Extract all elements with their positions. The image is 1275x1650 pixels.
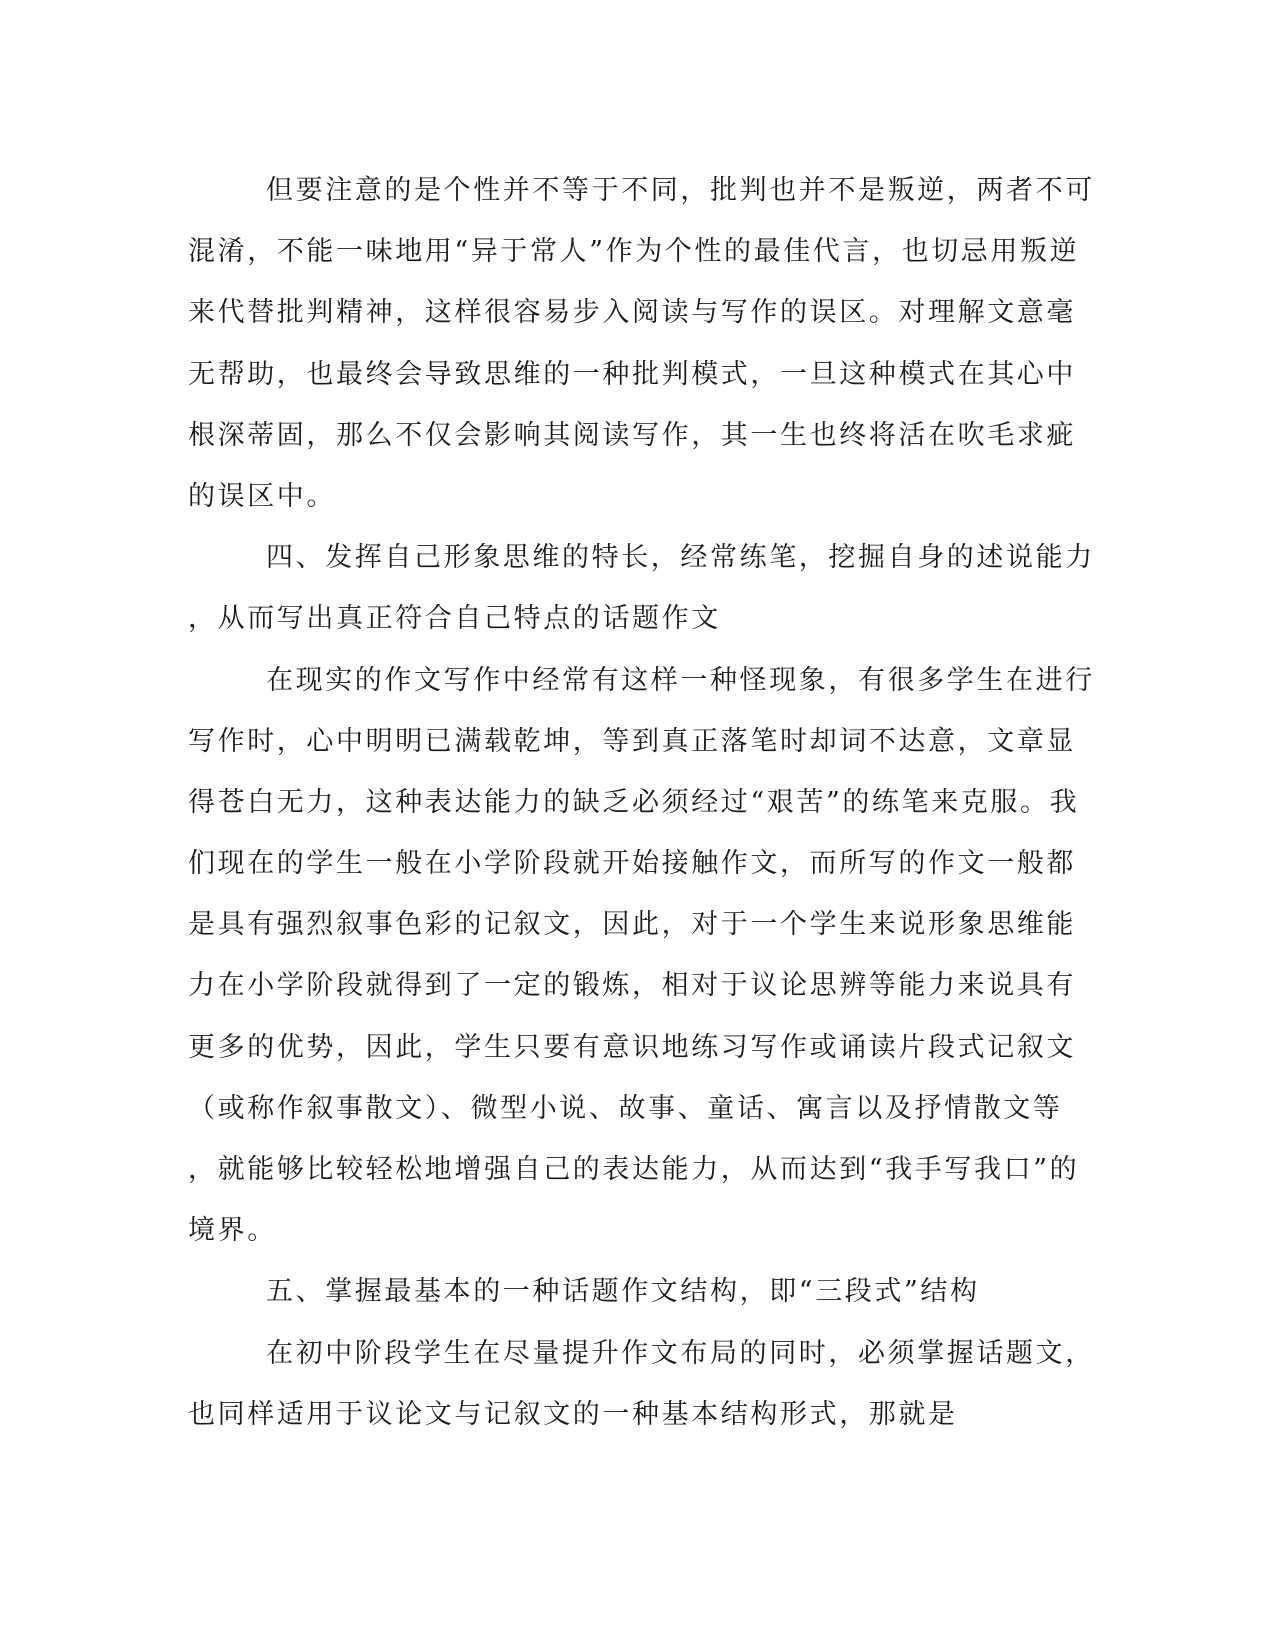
text-line: 来代替批判精神，这样很容易步入阅读与写作的误区。对理解文意毫 bbox=[188, 297, 1076, 329]
text-line: 但要注意的是个性并不等于不同，批判也并不是叛逆，两者不可 bbox=[266, 175, 1095, 206]
text-line: 的误区中。 bbox=[188, 480, 336, 512]
document-body bbox=[188, 160, 1095, 1445]
text-line: 们现在的学生一般在小学阶段就开始接触作文，而所写的作文一般都 bbox=[188, 848, 1076, 880]
text-line: 是具有强烈叙事色彩的记叙文，因此，对于一个学生来说形象思维能 bbox=[188, 909, 1076, 941]
heading-line: ，从而写出真正符合自己特点的话题作文 bbox=[188, 603, 721, 635]
text-line: 无帮助，也最终会导致思维的一种批判模式，一旦这种模式在其心中 bbox=[188, 358, 1076, 390]
text-line: 混淆，不能一味地用“异于常人”作为个性的最佳代言，也切忌用叛逆 bbox=[188, 236, 1080, 268]
text-line: 也同样适用于议论文与记叙文的一种基本结构形式，那就是 bbox=[188, 1398, 958, 1430]
paragraph-expression-practice bbox=[188, 650, 1095, 1262]
heading-line: 四、发挥自己形象思维的特长，经常练笔，挖掘自身的述说能力 bbox=[266, 542, 1095, 574]
text-line: 境界。 bbox=[188, 1215, 277, 1247]
text-line: 在现实的作文写作中经常有这样一种怪现象，有很多学生在进行 bbox=[266, 664, 1095, 696]
text-line: 得苍白无力，这种表达能力的缺乏必须经过“艰苦”的练笔来克服。我 bbox=[188, 786, 1080, 818]
text-line: 更多的优势，因此，学生只要有意识地练习写作或诵读片段式记叙文 bbox=[188, 1031, 1076, 1063]
paragraph-individuality-criticism bbox=[188, 160, 1095, 527]
section-heading-four bbox=[188, 527, 1095, 649]
section-heading-five bbox=[188, 1261, 1068, 1322]
text-line: 力在小学阶段就得到了一定的锻炼，相对于议论思辨等能力来说具有 bbox=[188, 970, 1076, 1002]
paragraph-three-part-structure bbox=[188, 1323, 1095, 1445]
text-line: ，就能够比较轻松地增强自己的表达能力，从而达到“我手写我口”的 bbox=[188, 1154, 1080, 1185]
text-line: （或称作叙事散文）、微型小说、故事、童话、寓言以及抒情散文等 bbox=[188, 1092, 1063, 1124]
text-line: 根深蒂固，那么不仅会影响其阅读写作，其一生也终将活在吹毛求疵 bbox=[188, 419, 1076, 451]
text-line: 在初中阶段学生在尽量提升作文布局的同时，必须掌握话题文， bbox=[266, 1337, 1095, 1369]
text-line: 写作时，心中明明已满载乾坤，等到真正落笔时却词不达意，文章显 bbox=[188, 725, 1076, 757]
heading-line: 五、掌握最基本的一种话题作文结构，即“三段式”结构 bbox=[266, 1276, 980, 1308]
